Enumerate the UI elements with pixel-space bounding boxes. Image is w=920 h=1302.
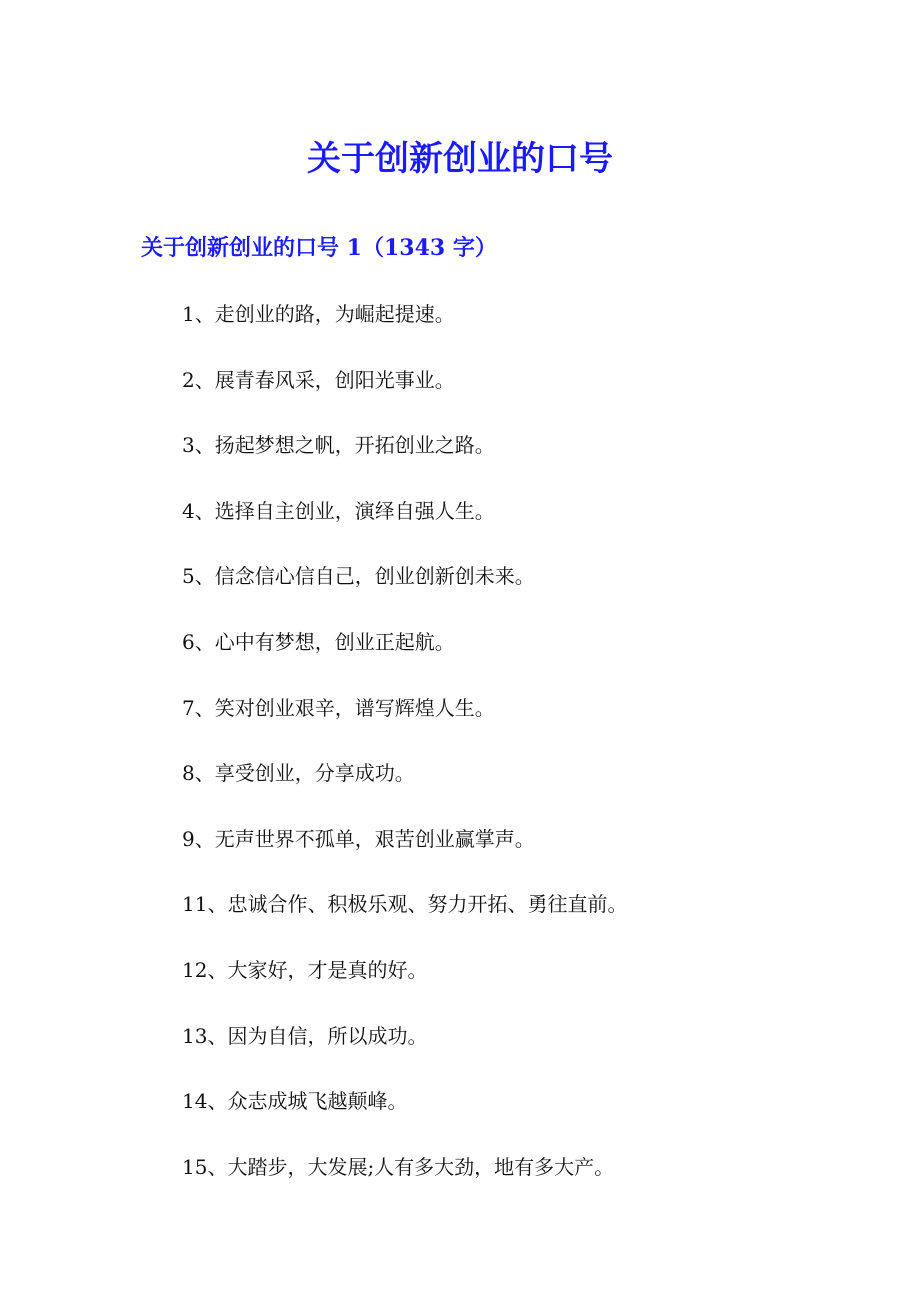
slogan-item: 3、扬起梦想之帆，开拓创业之路。 <box>182 433 495 458</box>
slogan-item: 2、展青春风采，创阳光事业。 <box>182 367 455 392</box>
slogan-item: 7、笑对创业艰辛，谱写辉煌人生。 <box>182 695 495 720</box>
slogan-item: 14、众志成城飞越颠峰。 <box>182 1089 408 1114</box>
slogan-item: 13、因为自信，所以成功。 <box>182 1023 428 1048</box>
slogan-item: 1、走创业的路，为崛起提速。 <box>182 302 455 326</box>
document-title: 关于创新创业的口号 <box>307 139 613 179</box>
slogan-item: 12、大家好，才是真的好。 <box>182 957 428 982</box>
slogan-item: 9、无声世界不孤单，艰苦创业赢掌声。 <box>182 826 535 851</box>
section-heading: 关于创新创业的口号 1（1343 字） <box>141 235 497 261</box>
slogan-item: 8、享受创业，分享成功。 <box>182 761 415 786</box>
slogan-item: 4、选择自主创业，演绎自强人生。 <box>182 498 495 523</box>
slogan-list <box>182 296 627 1214</box>
slogan-item: 5、信念信心信自己，创业创新创未来。 <box>182 564 535 589</box>
slogan-item: 15、大踏步，大发展;人有多大劲，地有多大产。 <box>182 1154 615 1179</box>
slogan-item: 6、心中有梦想，创业正起航。 <box>182 629 455 654</box>
slogan-item: 11、忠诚合作、积极乐观、努力开拓、勇往直前。 <box>182 892 628 917</box>
